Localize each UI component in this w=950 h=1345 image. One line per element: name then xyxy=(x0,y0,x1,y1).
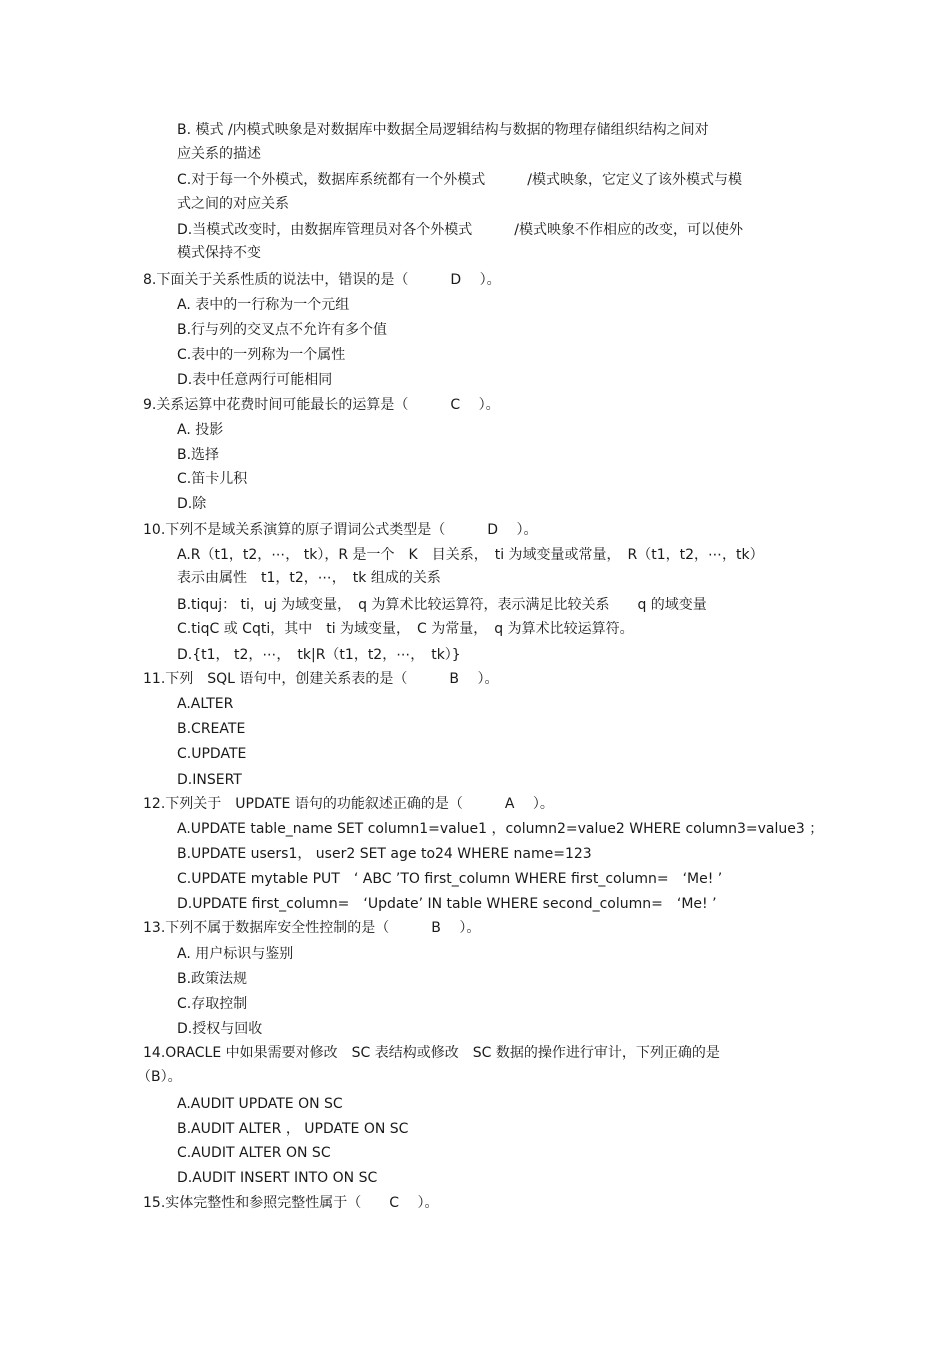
q9-option-d: D.除 xyxy=(177,496,207,512)
question-10: 10.下列不是域关系演算的原子谓词公式类型是（ D ）。 xyxy=(143,522,538,538)
q13-option-b: B.政策法规 xyxy=(177,971,248,987)
q14-option-a: A.AUDIT UPDATE ON SC xyxy=(177,1096,343,1112)
text-line: 应关系的描述 xyxy=(177,146,261,162)
question-9: 9.关系运算中花费时间可能最长的运算是（ C ）。 xyxy=(143,397,500,413)
q8-option-a: A. 表中的一行称为一个元组 xyxy=(177,297,350,313)
question-14: 14.ORACLE 中如果需要对修改 SC 表结构或修改 SC 数据的操作进行审计，下列正确的是 xyxy=(143,1045,720,1061)
question-11: 11.下列 SQL 语句中，创建关系表的是（ B ）。 xyxy=(143,671,499,687)
q14-option-d: D.AUDIT INSERT INTO ON SC xyxy=(177,1170,378,1186)
question-15: 15.实体完整性和参照完整性属于（ C ）。 xyxy=(143,1195,439,1211)
text-line: 模式保持不变 xyxy=(177,245,261,261)
q14-option-c: C.AUDIT ALTER ON SC xyxy=(177,1145,331,1161)
q8-option-d: D.表中任意两行可能相同 xyxy=(177,372,333,388)
text-line: 表示由属性 t1，t2，⋯， tk 组成的关系 xyxy=(177,570,441,586)
q13-option-a: A. 用户标识与鉴别 xyxy=(177,946,294,962)
question-13: 13.下列不属于数据库安全性控制的是（ B ）。 xyxy=(143,920,481,936)
q8-option-c: C.表中的一列称为一个属性 xyxy=(177,347,346,363)
q14-answer: （B）。 xyxy=(137,1069,182,1085)
question-12: 12.下列关于 UPDATE 语句的功能叙述正确的是（ A ）。 xyxy=(143,796,554,812)
q11-option-d: D.INSERT xyxy=(177,772,242,788)
question-8: 8.下面关于关系性质的说法中，错误的是（ D ）。 xyxy=(143,272,501,288)
q11-option-b: B.CREATE xyxy=(177,721,246,737)
q12-option-a: A.UPDATE table_name SET column1=value1 ，column2=value2 WHERE column3=value3 ； xyxy=(177,821,824,837)
q14-option-b: B.AUDIT ALTER ， UPDATE ON SC xyxy=(177,1121,409,1137)
option-c-external-mapping: C.对于每一个外模式，数据库系统都有一个外模式 /模式映象，它定义了该外模式与模 xyxy=(177,172,742,188)
q10-option-a: A.R（t1，t2，⋯， tk），R 是一个 K 目关系， ti 为域变量或常量， R（t1，t2，⋯，tk） xyxy=(177,547,764,563)
text-line: 式之间的对应关系 xyxy=(177,196,289,212)
q12-option-c: C.UPDATE mytable PUT ‘ ABC ’TO first_column WHERE first_column= ‘Me! ’ xyxy=(177,871,723,887)
q13-option-d: D.授权与回收 xyxy=(177,1021,263,1037)
q8-option-b: B.行与列的交叉点不允许有多个值 xyxy=(177,322,388,338)
q10-option-d: D.{t1， t2，⋯， tk|R（t1，t2，⋯， tk）} xyxy=(177,647,461,663)
q9-option-a: A. 投影 xyxy=(177,422,224,438)
q13-option-c: C.存取控制 xyxy=(177,996,248,1012)
q9-option-c: C.笛卡儿积 xyxy=(177,471,248,487)
option-d-schema-change: D.当模式改变时，由数据库管理员对各个外模式 /模式映象不作相应的改变，可以使外 xyxy=(177,222,743,238)
option-b-schema-mapping: B. 模式 /内模式映象是对数据库中数据全局逻辑结构与数据的物理存储组织结构之间对 xyxy=(177,122,709,138)
q11-option-c: C.UPDATE xyxy=(177,746,247,762)
q10-option-c: C.tiqC 或 Cqti，其中 ti 为域变量， C 为常量， q 为算术比较运算符。 xyxy=(177,621,634,637)
q12-option-d: D.UPDATE first_column= ‘Update’ IN table WHERE second_column= ‘Me! ’ xyxy=(177,896,717,912)
q12-option-b: B.UPDATE users1， user2 SET age to24 WHERE name=123 xyxy=(177,846,592,862)
q10-option-b: B.tiquj： ti，uj 为域变量， q 为算术比较运算符，表示满足比较关系 q 的域变量 xyxy=(177,597,707,613)
q9-option-b: B.选择 xyxy=(177,447,220,463)
q11-option-a: A.ALTER xyxy=(177,696,234,712)
